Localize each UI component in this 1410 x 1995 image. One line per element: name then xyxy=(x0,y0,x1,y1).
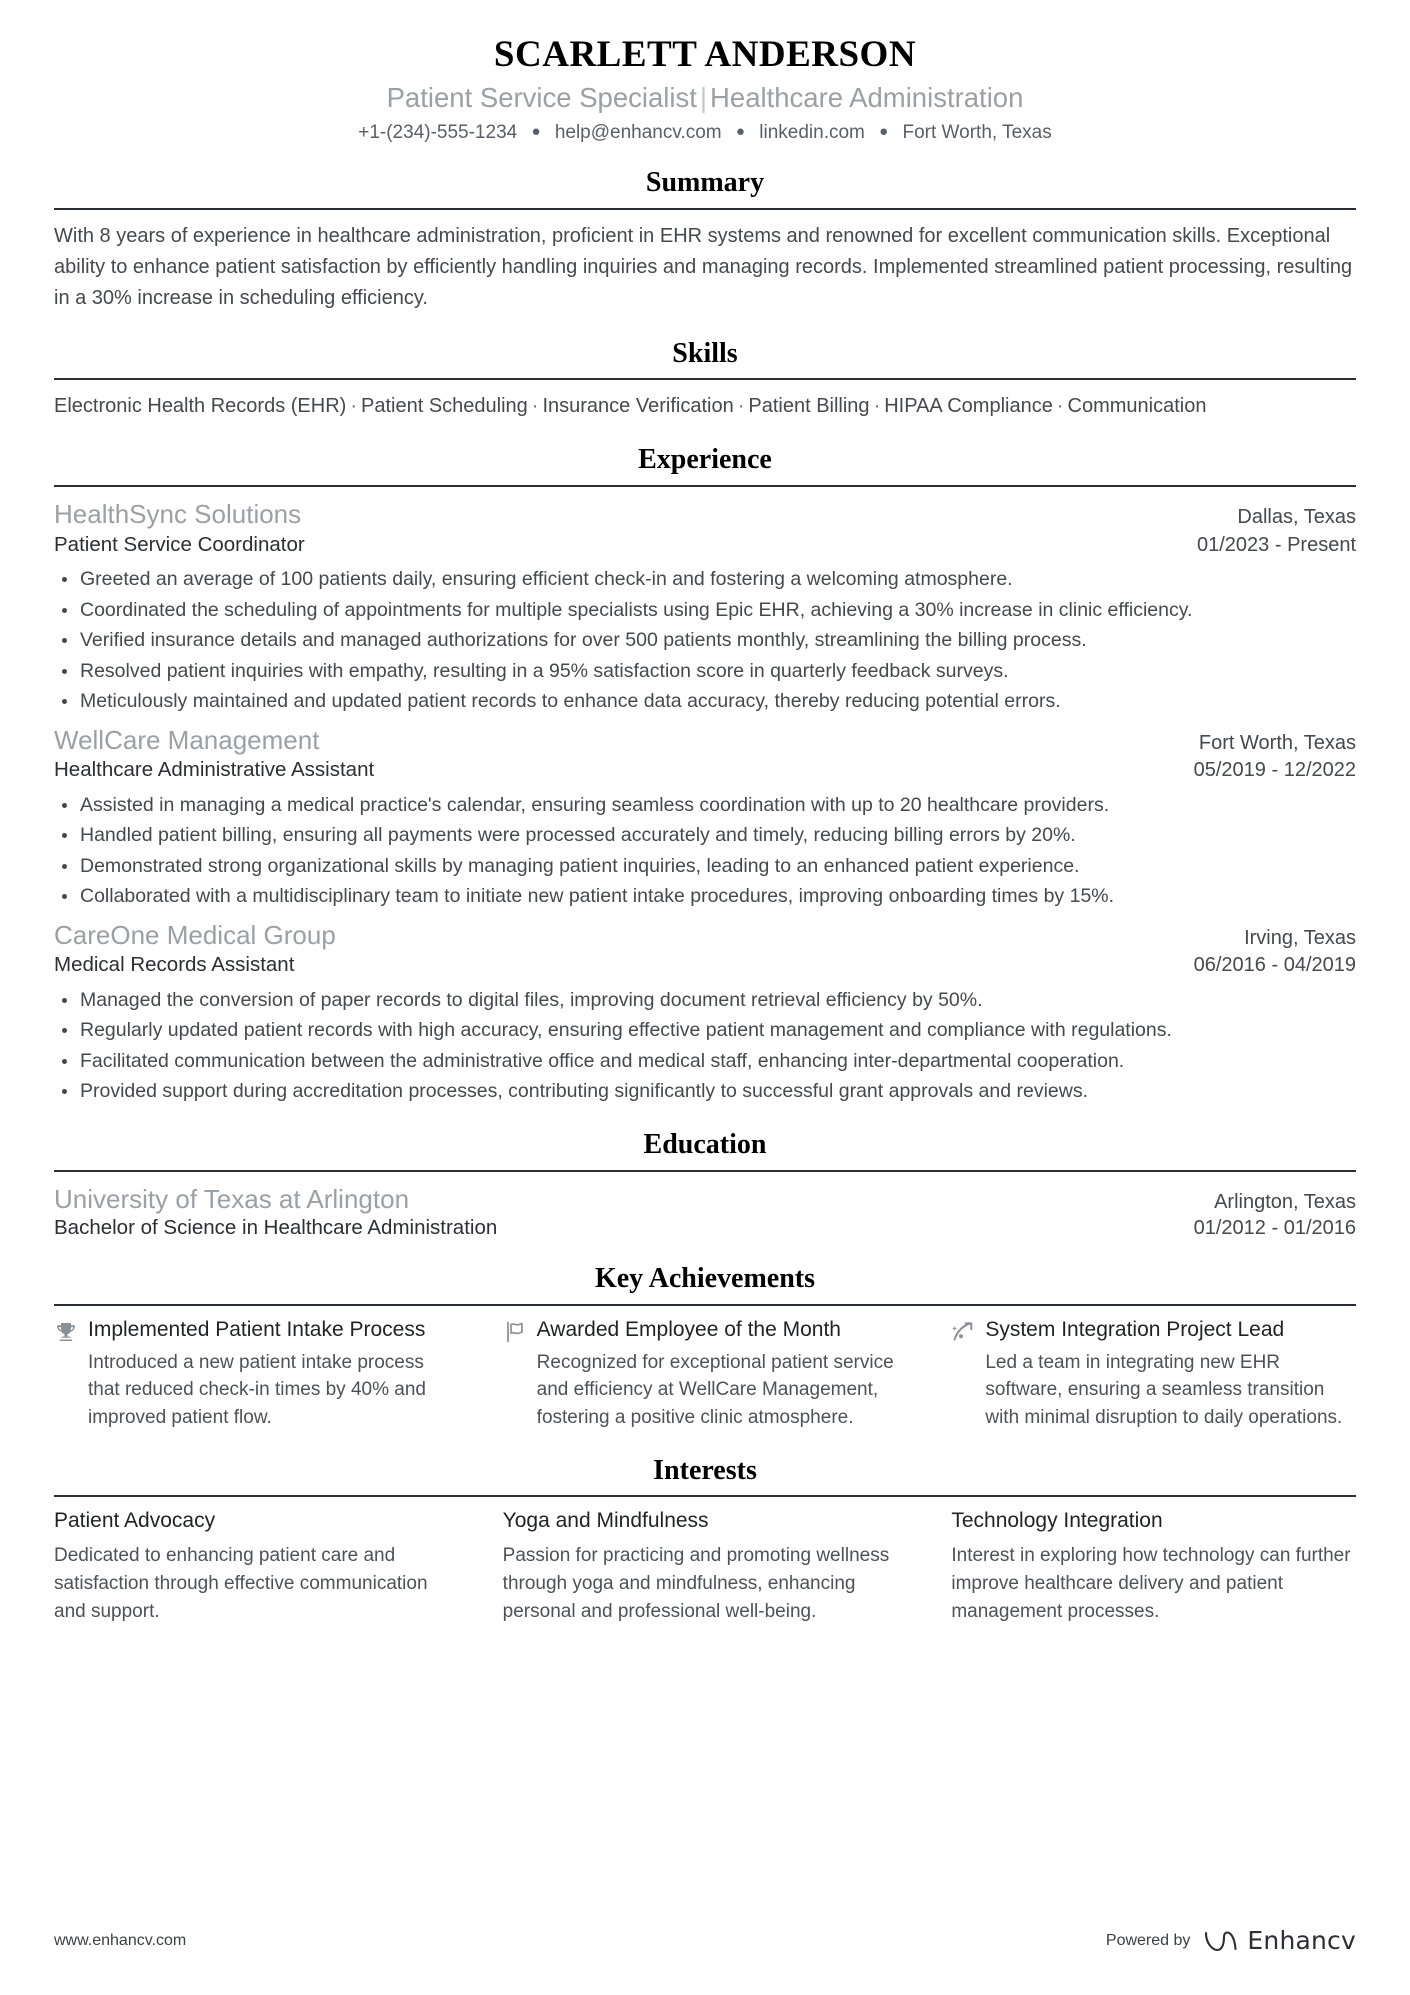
experience-entry-header xyxy=(54,919,1356,952)
section-divider xyxy=(54,1170,1356,1172)
education-dates: 01/2012 - 01/2016 xyxy=(1193,1217,1356,1240)
experience-entry-header xyxy=(54,724,1356,757)
section-heading-education: Education xyxy=(643,1128,767,1160)
skill-separator: · xyxy=(350,395,357,418)
company-name: WellCare Management xyxy=(54,724,320,755)
headline-field: Healthcare Administration xyxy=(710,81,1024,113)
section-education xyxy=(54,1130,1356,1240)
headline-separator: | xyxy=(699,81,708,113)
skill-separator: · xyxy=(531,395,539,418)
section-interests xyxy=(54,1456,1356,1626)
contact-location: Fort Worth, Texas xyxy=(902,121,1052,143)
job-bullet-list xyxy=(54,986,1356,1106)
skill-item: Communication xyxy=(1067,395,1207,418)
section-divider xyxy=(54,378,1356,380)
skill-item: Patient Billing xyxy=(748,395,870,418)
section-divider xyxy=(54,1304,1356,1306)
job-bullet-list xyxy=(54,565,1356,715)
skill-separator: · xyxy=(1056,395,1064,418)
skills-list xyxy=(54,391,1356,421)
job-bullet: Assisted in managing a medical practice's calendar, ensuring seamless coordination with up to 20 healthcare providers. xyxy=(54,791,1356,819)
education-entry xyxy=(54,1183,1356,1241)
school-location: Arlington, Texas xyxy=(1214,1190,1356,1213)
achievement-item xyxy=(54,1317,459,1432)
skill-item: HIPAA Compliance xyxy=(884,395,1053,418)
section-divider xyxy=(54,1495,1356,1497)
job-bullet: Managed the conversion of paper records to digital files, improving document retrieval efficiency by 50%. xyxy=(54,986,1356,1014)
interest-title: Technology Integration xyxy=(951,1509,1163,1533)
section-heading-skills: Skills xyxy=(672,337,738,369)
achievement-description: Recognized for exceptional patient service and efficiency at WellCare Management, fostering a positive clinic atmosphere. xyxy=(536,1351,894,1428)
achievement-title: Awarded Employee of the Month xyxy=(536,1317,841,1341)
education-entry-header xyxy=(54,1183,1356,1216)
interest-item xyxy=(54,1508,459,1626)
experience-entry xyxy=(54,724,1356,911)
interests-grid xyxy=(54,1508,1356,1626)
contact-linkedin[interactable]: linkedin.com xyxy=(759,121,865,143)
skill-separator: · xyxy=(873,395,881,418)
school-name: University of Texas at Arlington xyxy=(54,1183,410,1214)
job-dates: 06/2016 - 04/2019 xyxy=(1193,954,1356,977)
experience-entry-subheader xyxy=(54,532,1356,559)
section-divider xyxy=(54,485,1356,487)
footer-website-url[interactable]: www.enhancv.com xyxy=(54,1931,187,1949)
degree-name: Bachelor of Science in Healthcare Administration xyxy=(54,1216,498,1240)
job-dates: 05/2019 - 12/2022 xyxy=(1193,759,1356,782)
interest-item xyxy=(951,1508,1356,1626)
job-bullet: Coordinated the scheduling of appointments for multiple specialists using Epic EHR, achieving a 30% increase in clinic efficiency. xyxy=(54,596,1356,624)
experience-entry xyxy=(54,498,1356,715)
job-bullet: Meticulously maintained and updated patient records to enhance data accuracy, thereby reducing potential errors. xyxy=(54,687,1356,715)
job-bullet: Verified insurance details and managed authorizations for over 500 patients monthly, streamlining the billing process. xyxy=(54,626,1356,654)
job-location: Dallas, Texas xyxy=(1237,506,1356,529)
skill-item: Patient Scheduling xyxy=(361,395,528,418)
experience-entry-subheader xyxy=(54,757,1356,784)
section-heading-interests: Interests xyxy=(653,1454,757,1486)
education-list xyxy=(54,1183,1356,1241)
job-dates: 01/2023 - Present xyxy=(1197,533,1356,556)
skill-item: Insurance Verification xyxy=(542,395,734,418)
achievements-grid xyxy=(54,1317,1356,1432)
enhancv-wordmark: Enhancv xyxy=(1247,1926,1356,1955)
job-title: Medical Records Assistant xyxy=(54,953,295,977)
job-bullet: Handled patient billing, ensuring all payments were processed accurately and timely, reducing billing errors by 20%. xyxy=(54,821,1356,849)
experience-entry xyxy=(54,919,1356,1106)
job-title: Patient Service Coordinator xyxy=(54,532,305,556)
growth-arrow-icon xyxy=(951,1320,975,1344)
section-summary xyxy=(54,168,1356,314)
contact-email[interactable]: help@enhancv.com xyxy=(554,121,722,143)
job-bullet-list xyxy=(54,791,1356,911)
achievement-description: Introduced a new patient intake process that reduced check-in times by 40% and improved patient flow. xyxy=(88,1351,426,1428)
section-skills xyxy=(54,339,1356,422)
job-bullet: Greeted an average of 100 patients daily, ensuring efficient check-in and fostering a welcoming atmosphere. xyxy=(54,565,1356,593)
achievement-item xyxy=(951,1317,1356,1432)
achievement-header xyxy=(951,1317,1356,1344)
flag-icon xyxy=(503,1320,527,1344)
job-location: Irving, Texas xyxy=(1244,926,1356,949)
contact-dot-icon: ● xyxy=(735,122,745,140)
job-bullet: Provided support during accreditation processes, contributing significantly to successful grant approvals and reviews. xyxy=(54,1077,1356,1105)
enhancv-mark-icon xyxy=(1204,1930,1238,1952)
enhancv-logo xyxy=(1204,1926,1356,1955)
contact-dot-icon: ● xyxy=(879,122,889,140)
summary-text: With 8 years of experience in healthcare administration, proficient in EHR systems and renowned for excellent communication skills. Exceptional ability to enhance patient satisfaction by efficiently handling inquiries and managing records. Implemented streamlined patient processing, resulting in a 30% increase in scheduling efficiency. xyxy=(54,225,1353,310)
interest-title: Patient Advocacy xyxy=(54,1509,216,1533)
education-entry-subheader xyxy=(54,1216,1356,1240)
job-bullet: Demonstrated strong organizational skills by managing patient inquiries, leading to an enhanced patient experience. xyxy=(54,852,1356,880)
resume-header xyxy=(54,34,1356,144)
job-bullet: Resolved patient inquiries with empathy, resulting in a 95% satisfaction score in quarterly feedback surveys. xyxy=(54,657,1356,685)
achievement-title: Implemented Patient Intake Process xyxy=(88,1317,426,1341)
achievement-header xyxy=(503,1317,908,1344)
interest-description: Interest in exploring how technology can further improve healthcare delivery and patient management processes. xyxy=(951,1544,1351,1622)
experience-entry-header xyxy=(54,498,1356,531)
trophy-icon xyxy=(54,1320,78,1344)
interest-item xyxy=(503,1508,908,1626)
job-bullet: Facilitated communication between the administrative office and medical staff, enhancing inter-departmental cooperation. xyxy=(54,1047,1356,1075)
footer-branding xyxy=(1106,1926,1356,1955)
page-footer xyxy=(54,1926,1356,1955)
powered-by-label: Powered by xyxy=(1105,1931,1191,1949)
achievement-description: Led a team in integrating new EHR software, ensuring a seamless transition with minimal disruption to daily operations. xyxy=(985,1351,1343,1428)
achievement-header xyxy=(54,1317,459,1344)
interest-description: Dedicated to enhancing patient care and satisfaction through effective communication and support. xyxy=(54,1544,428,1622)
contact-dot-icon: ● xyxy=(531,122,541,140)
contact-phone[interactable]: +1-(234)-555-1234 xyxy=(358,121,518,143)
section-heading-summary: Summary xyxy=(645,167,765,199)
interest-description: Passion for practicing and promoting wellness through yoga and mindfulness, enhancing personal and professional well-being. xyxy=(502,1544,890,1622)
headline-role: Patient Service Specialist xyxy=(386,81,697,113)
company-name: HealthSync Solutions xyxy=(54,499,302,530)
job-title: Healthcare Administrative Assistant xyxy=(54,758,375,782)
section-experience xyxy=(54,445,1356,1105)
page-title: SCARLETT ANDERSON xyxy=(493,34,917,75)
skill-separator: · xyxy=(737,395,745,418)
section-heading-experience: Experience xyxy=(638,444,772,476)
company-name: CareOne Medical Group xyxy=(54,919,336,950)
contact-row xyxy=(54,121,1356,145)
experience-list xyxy=(54,498,1356,1106)
section-divider xyxy=(54,208,1356,210)
section-heading-achievements: Key Achievements xyxy=(594,1263,816,1295)
job-location: Fort Worth, Texas xyxy=(1198,731,1356,754)
achievement-title: System Integration Project Lead xyxy=(985,1317,1285,1341)
job-bullet: Regularly updated patient records with high accuracy, ensuring effective patient management and compliance with regulations. xyxy=(54,1016,1356,1044)
achievement-item xyxy=(503,1317,908,1432)
interest-title: Yoga and Mindfulness xyxy=(502,1509,709,1533)
skill-item: Electronic Health Records (EHR) xyxy=(54,395,347,418)
professional-headline xyxy=(54,81,1356,114)
job-bullet: Collaborated with a multidisciplinary team to initiate new patient intake procedures, improving onboarding times by 15%. xyxy=(54,882,1356,910)
experience-entry-subheader xyxy=(54,952,1356,979)
section-key-achievements xyxy=(54,1264,1356,1431)
